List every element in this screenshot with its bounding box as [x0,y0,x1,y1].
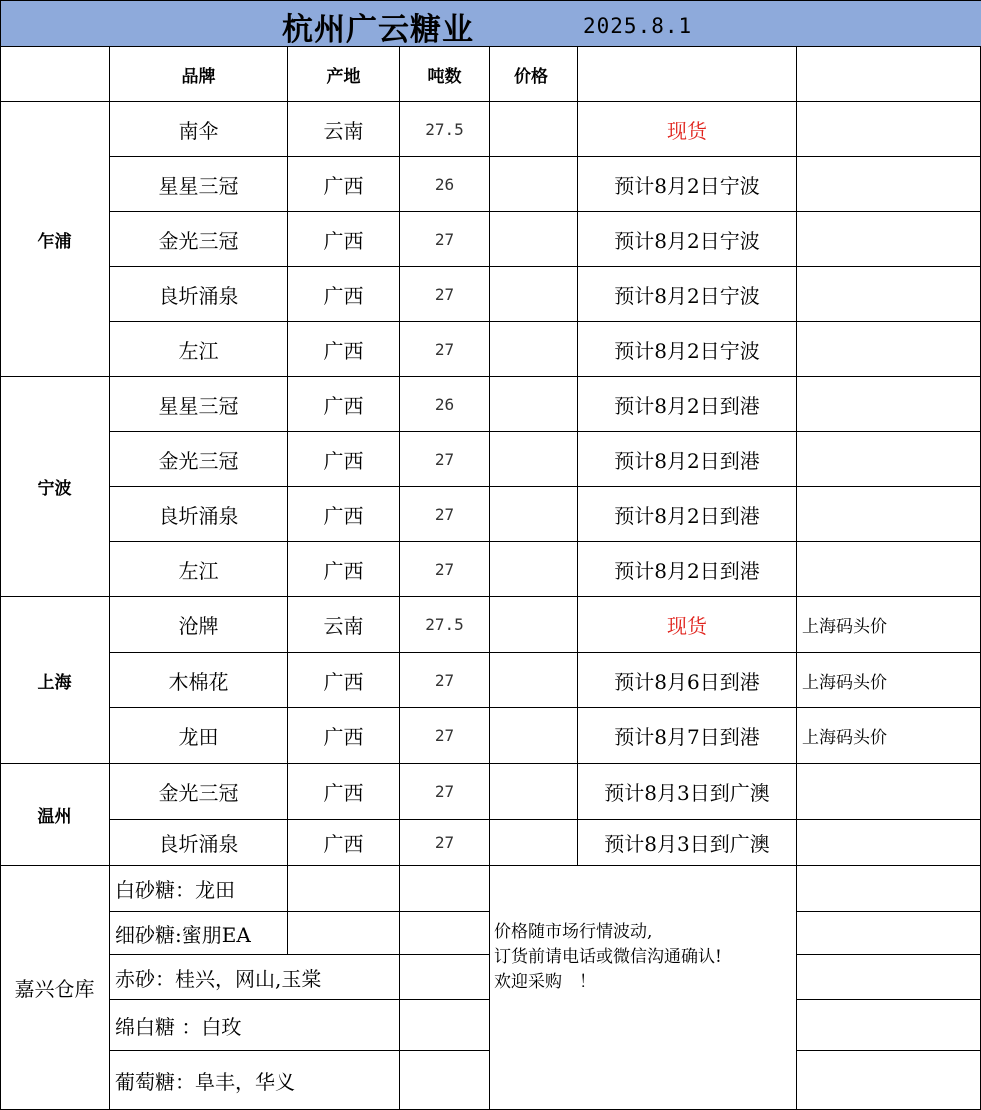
date-label: 2025.8.1 [583,14,693,38]
price-cell [490,212,578,267]
product-blank-cell [400,955,490,1000]
origin-cell: 云南 [288,102,400,157]
warehouse-label: 温州 [0,764,110,866]
note-cell [797,267,981,322]
origin-cell: 广西 [288,267,400,322]
col-header-status [578,47,797,102]
note-cell [797,820,981,866]
price-cell [490,764,578,820]
origin-cell: 广西 [288,377,400,432]
tons-cell: 26 [400,377,490,432]
brand-cell: 金光三冠 [110,764,288,820]
product-category-item: 白砂糖：龙田 [110,866,288,912]
brand-cell: 金光三冠 [110,212,288,267]
product-blank-cell [400,1000,490,1051]
price-cell [490,267,578,322]
brand-cell: 木棉花 [110,653,288,708]
brand-cell: 金光三冠 [110,432,288,487]
brand-cell: 星星三冠 [110,157,288,212]
note-blank-cell [797,1000,981,1051]
tons-cell: 27.5 [400,102,490,157]
product-category-item: 赤砂：桂兴，网山,玉棠 [110,955,400,1000]
origin-cell: 广西 [288,653,400,708]
status-cell: 预计8月2日宁波 [578,267,797,322]
status-cell: 预计8月7日到港 [578,708,797,764]
origin-cell: 云南 [288,597,400,653]
note-cell [797,764,981,820]
warehouse-label: 宁波 [0,377,110,597]
product-blank-cell [288,866,400,912]
tons-cell: 27 [400,764,490,820]
note-cell: 上海码头价 [797,708,981,764]
status-cell: 现货 [578,597,797,653]
brand-cell: 良圻涌泉 [110,267,288,322]
product-category-item: 绵白糖 ：白玫 [110,1000,400,1051]
origin-cell: 广西 [288,212,400,267]
tons-cell: 27 [400,820,490,866]
price-cell [490,597,578,653]
warehouse-label: 上海 [0,597,110,764]
status-cell: 预计8月2日宁波 [578,157,797,212]
status-cell: 预计8月2日到港 [578,487,797,542]
tons-cell: 27 [400,212,490,267]
note-cell: 上海码头价 [797,653,981,708]
price-cell [490,432,578,487]
tons-cell: 27 [400,432,490,487]
status-cell: 预计8月2日到港 [578,432,797,487]
note-cell: 上海码头价 [797,597,981,653]
note-blank-cell [797,955,981,1000]
brand-cell: 良圻涌泉 [110,487,288,542]
col-header-price: 价格 [490,47,578,102]
price-cell [490,542,578,597]
warehouse-label-jiaxing: 嘉兴仓库 [0,866,110,1110]
note-blank-cell [797,912,981,955]
product-category-item: 葡萄糖：阜丰，华义 [110,1051,400,1110]
origin-cell: 广西 [288,487,400,542]
note-cell [797,212,981,267]
origin-cell: 广西 [288,322,400,377]
tons-cell: 27 [400,653,490,708]
price-cell [490,820,578,866]
tons-cell: 27 [400,322,490,377]
price-cell [490,102,578,157]
header-corner [0,47,110,102]
brand-cell: 沧牌 [110,597,288,653]
price-notice: 价格随市场行情波动, 订货前请电话或微信沟通确认! 欢迎采购 ！ [494,922,722,992]
note-cell [797,157,981,212]
note-cell [797,487,981,542]
tons-cell: 27 [400,267,490,322]
warehouse-label: 乍浦 [0,102,110,377]
note-cell [797,322,981,377]
status-cell: 预计8月6日到港 [578,653,797,708]
note-cell [797,432,981,487]
brand-cell: 左江 [110,542,288,597]
note-blank-cell [797,866,981,912]
tons-cell: 27 [400,542,490,597]
status-cell: 预计8月2日宁波 [578,212,797,267]
product-blank-cell [400,866,490,912]
origin-cell: 广西 [288,764,400,820]
product-blank-cell [288,912,400,955]
status-cell: 预计8月2日到港 [578,377,797,432]
page-title: 杭州广云糖业 [282,12,474,48]
status-cell: 现货 [578,102,797,157]
origin-cell: 广西 [288,157,400,212]
tons-cell: 26 [400,157,490,212]
note-cell [797,542,981,597]
note-blank-cell [797,1051,981,1110]
tons-cell: 27 [400,708,490,764]
brand-cell: 良圻涌泉 [110,820,288,866]
brand-cell: 南伞 [110,102,288,157]
note-cell [797,377,981,432]
tons-cell: 27.5 [400,597,490,653]
origin-cell: 广西 [288,708,400,764]
price-cell [490,322,578,377]
status-cell: 预计8月2日宁波 [578,322,797,377]
status-cell: 预计8月3日到广澳 [578,820,797,866]
price-cell [490,653,578,708]
tons-cell: 27 [400,487,490,542]
product-category-item: 细砂糖:蜜朋EA [110,912,288,955]
product-blank-cell [400,912,490,955]
price-cell [490,377,578,432]
origin-cell: 广西 [288,432,400,487]
status-cell: 预计8月2日到港 [578,542,797,597]
col-header-origin: 产地 [288,47,400,102]
brand-cell: 左江 [110,322,288,377]
origin-cell: 广西 [288,542,400,597]
price-cell [490,708,578,764]
brand-cell: 龙田 [110,708,288,764]
status-cell: 预计8月3日到广澳 [578,764,797,820]
price-cell [490,157,578,212]
product-blank-cell [400,1051,490,1110]
col-header-note [797,47,981,102]
origin-cell: 广西 [288,820,400,866]
brand-cell: 星星三冠 [110,377,288,432]
price-cell [490,487,578,542]
col-header-brand: 品牌 [110,47,288,102]
note-cell [797,102,981,157]
col-header-tons: 吨数 [400,47,490,102]
